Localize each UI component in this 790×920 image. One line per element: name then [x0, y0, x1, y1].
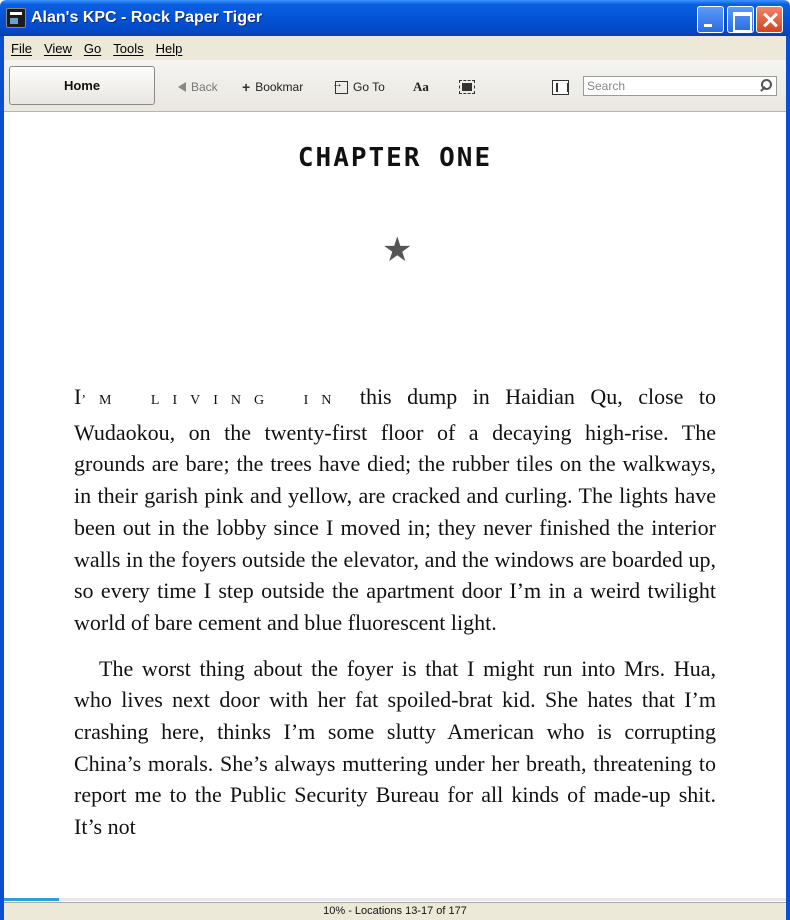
reading-progress-fill — [4, 898, 59, 901]
go-to-icon — [335, 81, 348, 94]
plus-icon: + — [242, 79, 251, 95]
paragraph: The worst thing about the foyer is that I might run into Mrs. Hua, who lives next door with her fat spoiled-brat kid. She hates that I’m crashing here, thinks I’m some slutty American who is corrupting China’s morals. She’s always muttering under her breath, threatening to report me to the Public Security Bureau for all kinds of made-up shit. It’s not — [74, 655, 716, 840]
menu-help[interactable]: Help — [155, 40, 183, 56]
status-bar: 10% - Locations 13-17 of 177 — [4, 902, 786, 920]
paragraph — [74, 381, 716, 639]
menu-go[interactable]: Go — [83, 40, 102, 56]
chapter-title: CHAPTER ONE — [297, 143, 493, 173]
title-bar — [0, 0, 790, 36]
maximize-button[interactable] — [727, 6, 754, 33]
go-to-label: Go To — [353, 80, 385, 94]
go-to-button[interactable] — [335, 78, 385, 96]
reading-page[interactable] — [4, 113, 786, 900]
paragraph-opening — [74, 384, 345, 409]
reading-progress-bar[interactable] — [4, 898, 786, 901]
menu-view[interactable]: View — [43, 40, 72, 56]
window-title: Alan's KPC - Rock Paper Tiger — [31, 9, 263, 26]
bookmark-label: Bookmar — [255, 80, 304, 94]
window-border-right — [786, 36, 790, 920]
library-icon — [552, 80, 569, 95]
app-icon — [6, 8, 26, 28]
menu-file[interactable]: File — [11, 40, 32, 56]
small-caps-text: ’M LIVING IN — [81, 393, 345, 408]
body-text — [74, 381, 716, 857]
fullscreen-icon — [459, 80, 475, 94]
search-input[interactable]: Search — [583, 76, 777, 96]
back-arrow-icon — [178, 82, 186, 92]
star-ornament-icon: ★ — [382, 230, 413, 270]
toolbar — [4, 60, 786, 112]
menu-tools[interactable]: Tools — [113, 40, 144, 56]
paragraph-text: this dump in Haidian Qu, close to Wudaokou, on the twenty-first floor of a decaying high-rise. The grounds are bare; the trees have died; the rubber tiles on the walkways, in their garish pink and yellow, are cracked and curling. The lights have been out in the lobby since I moved in; they never finished the interior walls in the foyers outside the elevator, and the windows are boarded up, so every time I step outside the apartment door I’m in a weird twilight world of bare cement and blue fluorescent light. — [74, 384, 716, 635]
font-settings-button[interactable]: Aa — [413, 79, 429, 94]
back-button[interactable] — [178, 78, 218, 96]
bookmark-button[interactable] — [242, 78, 312, 96]
home-button[interactable]: Home — [9, 66, 155, 105]
back-label: Back — [191, 80, 218, 94]
fullscreen-button[interactable] — [459, 78, 475, 96]
search-icon[interactable] — [761, 79, 772, 90]
minimize-button[interactable] — [697, 6, 724, 33]
library-button[interactable] — [552, 78, 569, 96]
drop-initial: I — [74, 384, 82, 409]
close-button[interactable] — [756, 6, 783, 33]
menu-bar — [4, 36, 786, 60]
